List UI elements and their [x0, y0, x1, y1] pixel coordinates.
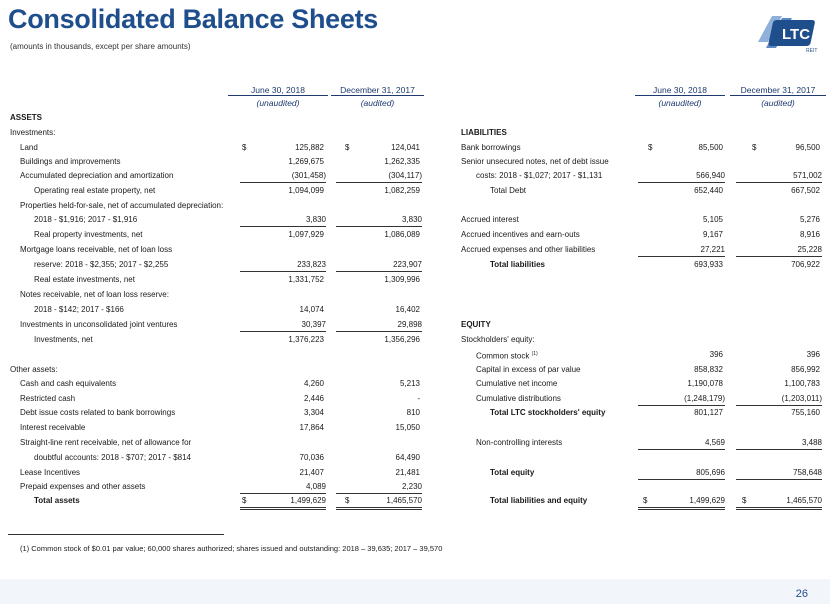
- left-col2-sub: (audited): [360, 98, 395, 108]
- footnote: (1) Common stock of $0.01 par value; 60,000 shares authorized; shares issued and outstanding: 2018 – 39,635; 2017 – 39,570: [20, 544, 443, 553]
- assets-heading: ASSETS: [10, 113, 43, 122]
- page-subtitle: (amounts in thousands, except per share amounts): [10, 42, 191, 51]
- page-number: 26: [795, 588, 808, 600]
- other-assets-heading: Other assets:: [10, 365, 58, 374]
- svg-text:LTC: LTC: [782, 26, 811, 43]
- footer-bar: [0, 579, 830, 604]
- right-col2-header: December 31, 2017: [730, 85, 826, 96]
- liabilities-heading: LIABILITIES: [461, 128, 507, 137]
- footnote-divider: [8, 534, 224, 535]
- ltc-reit-logo: [752, 8, 822, 56]
- investments-heading: Investments:: [10, 128, 56, 137]
- left-col1-sub: (unaudited): [256, 98, 300, 108]
- svg-text:REIT: REIT: [806, 48, 818, 54]
- right-col2-sub: (audited): [761, 98, 795, 108]
- left-col2-header: December 31, 2017: [331, 85, 424, 96]
- right-col1-sub: (unaudited): [658, 98, 702, 108]
- right-col1-header: June 30, 2018: [635, 85, 725, 96]
- left-col1-header: June 30, 2018: [228, 85, 328, 96]
- page-title: Consolidated Balance Sheets: [8, 4, 379, 34]
- equity-heading: EQUITY: [461, 320, 491, 329]
